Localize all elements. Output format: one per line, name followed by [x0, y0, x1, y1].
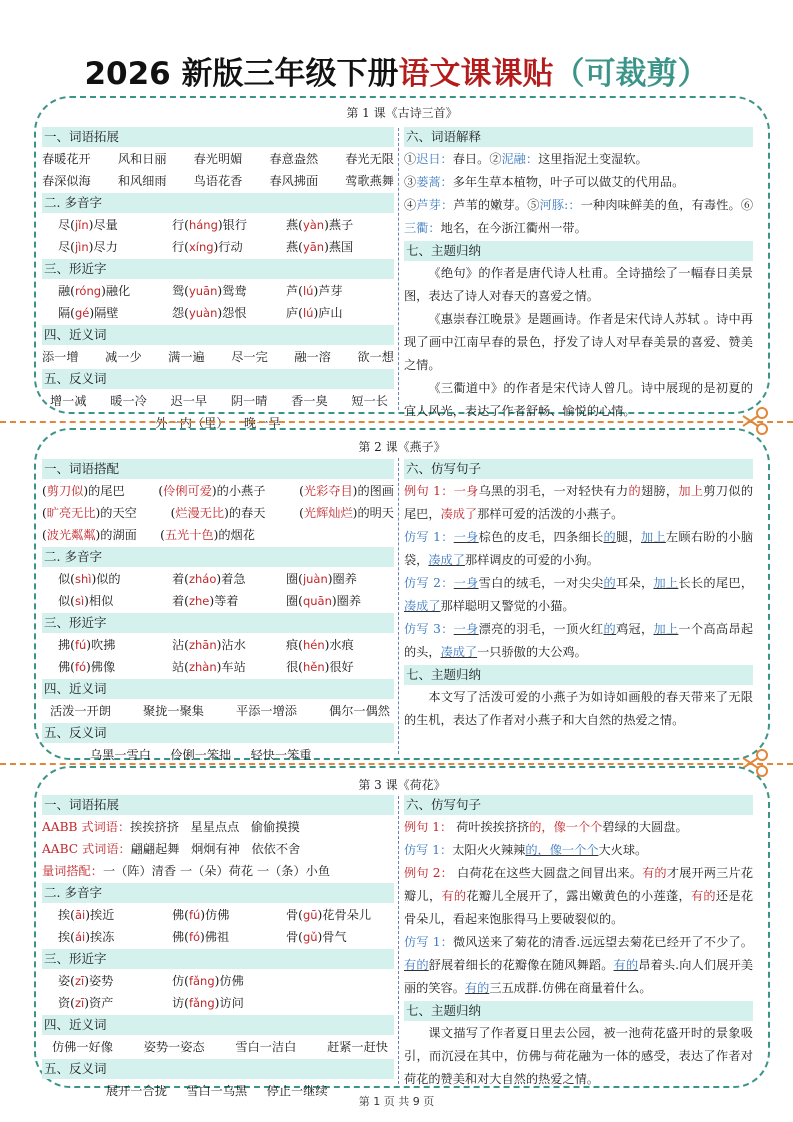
similar-char-item: 站(zhàn)车站 — [172, 660, 246, 674]
synonym-pair: 雪白一洁白 — [235, 1040, 297, 1054]
polyphone-item: 挨(āi)挨近 — [58, 908, 115, 922]
polyphone-item: 尽(jǐn)尽量 — [58, 218, 118, 232]
similar-char-item: 拂(fú)吹拂 — [58, 638, 116, 652]
polyphone-item: 燕(yàn)燕子 — [286, 218, 354, 232]
similar-char-item: 沾(zhān)沾水 — [172, 638, 246, 652]
antonym-pair: 短一长 — [351, 394, 388, 408]
similar-char-item: 融(róng)融化 — [58, 284, 131, 298]
summary-paragraph: 本文写了活泼可爱的小燕子为如诗如画般的春天带来了无限的生机，表达了作者对小燕子和大自然的热爱之情。 — [404, 690, 753, 727]
lesson1-left-column — [42, 126, 394, 434]
synonym-pair: 平添一增添 — [236, 704, 297, 718]
word-row — [42, 170, 394, 192]
word-expansion-row: AABB 式词语：挨挨挤挤 星星点点 偷偷摸摸 — [42, 820, 300, 834]
imitation-sentence: 仿写 3：一身漂亮的羽毛，一顶火红的鸡冠，加上一个高高昂起的头，凑成了一只骄傲的大公鸡。 — [404, 622, 754, 659]
example-sentence: 例句 2： 白荷花在这些大圆盘之间冒出来。有的才展开两三片花瓣儿，有的花瓣儿全展开了，露出嫩黄色的小莲蓬，有的还是花骨朵儿，看起来饱胀得马上要破裂似的。 — [404, 866, 754, 926]
polyphone-row — [42, 590, 394, 612]
cut-line — [0, 421, 793, 423]
section-header: 六、仿写句子 — [404, 459, 753, 479]
section-header: 二. 多音字 — [42, 883, 394, 903]
similar-char-item: 佛(fó)佛像 — [58, 660, 116, 674]
similar-char-item: 访(fǎng)访问 — [172, 996, 244, 1010]
polyphone-item: 圈(quān)圈养 — [286, 594, 362, 608]
synonym-pair: 仿佛一好像 — [52, 1040, 113, 1054]
synonym-pair: 赶紧一赶快 — [327, 1040, 388, 1054]
antonym-pair: 乌黑一雪白 — [90, 748, 151, 762]
antonym-pair: 伶俐一笨拙 — [170, 748, 232, 762]
polyphone-item: 行(háng)银行 — [172, 218, 248, 232]
antonym-pair: 阴一晴 — [230, 394, 268, 408]
similar-char-item: 怨(yuàn)怨恨 — [172, 306, 247, 320]
lesson2-right-column — [404, 458, 753, 732]
polyphone-item: 似(shì)似的 — [58, 572, 121, 586]
section-header: 七、主题归纳 — [404, 241, 753, 261]
collocation-row: (旷亮无比)的天空 (烂漫无比)的春天 (光辉灿烂)的明天 — [42, 506, 394, 520]
section-header: 三、形近字 — [42, 949, 394, 969]
title-subject: 语文课课贴 — [398, 56, 554, 92]
section-header: 二. 多音字 — [42, 193, 394, 213]
similar-char-item: 资(zī)资产 — [58, 996, 114, 1010]
section-header: 一、词语拓展 — [42, 795, 394, 815]
polyphone-item: 圈(juàn)圈养 — [286, 572, 357, 586]
lesson3-right-column — [404, 794, 753, 1091]
antonym-pair: 外一内（里） — [155, 416, 229, 430]
section-header: 二. 多音字 — [42, 547, 394, 567]
similar-char-item: 鸳(yuān)鸳鸯 — [172, 284, 247, 298]
antonym-pair: 雪白一乌黑 — [186, 1084, 248, 1098]
synonym-pair: 聚拢一聚集 — [143, 704, 204, 718]
synonym-pair: 偶尔一偶然 — [329, 704, 390, 718]
antonym-pair: 迟一早 — [170, 394, 208, 408]
polyphone-item: 似(sì)相似 — [58, 594, 114, 608]
section-header: 七、主题归纳 — [404, 665, 753, 685]
lesson-title: 第 1 课《古诗三首》 — [346, 106, 458, 120]
similar-char-item: 仿(fǎng)仿佛 — [172, 974, 244, 988]
imitation-sentence: 仿写 1：一身棕色的皮毛，四条细长的腿，加上左顾右盼的小脑袋，凑成了那样调皮的可爱的小狗。 — [404, 530, 754, 567]
similar-char-item: 隔(gé)隔壁 — [58, 306, 119, 320]
polyphone-item: 行(xíng)行动 — [172, 240, 243, 254]
example-sentence: 例句 1：一身乌黑的羽毛，一对轻快有力的翅膀，加上剪刀似的尾巴，凑成了那样可爱的活泼的小燕子。 — [404, 484, 754, 521]
collocation-row: (剪刀似)的尾巴 (伶俐可爱)的小燕子 (光彩夺目)的图画 — [42, 484, 394, 498]
polyphone-item: 尽(jìn)尽力 — [58, 240, 118, 254]
polyphone-row — [42, 236, 394, 258]
word: 春意盎然 — [269, 152, 319, 166]
similar-char-item: 痕(hén)水痕 — [286, 638, 354, 652]
antonym-pair: 香一臭 — [291, 394, 328, 408]
antonym-pair: 晚一早 — [244, 416, 281, 430]
word: 春暖花开 — [42, 152, 91, 166]
section-header: 七、主题归纳 — [404, 1001, 753, 1021]
imitation-sentence: 仿写 2：一身雪白的绒毛，一对尖尖的耳朵，加上长长的尾巴，凑成了那样聪明又警觉的小猫。 — [404, 576, 754, 613]
summary-paragraph: 《三衢道中》的作者是宋代诗人曾几。诗中展现的是初夏的宜人风光，表达了作者舒畅、愉悦的心情。 — [404, 381, 753, 418]
section-header: 四、近义词 — [42, 679, 394, 699]
word: 春光无限 — [345, 152, 394, 166]
word-expansion-row: 量词搭配：一（阵）清香 一（朵）荷花 一（条）小鱼 — [42, 864, 331, 878]
page-title — [0, 48, 793, 93]
synonym-pair: 姿势一姿态 — [143, 1040, 205, 1054]
antonym-pair: 停止一继续 — [266, 1084, 328, 1098]
polyphone-item: 着(zhe)等着 — [172, 594, 239, 608]
title-grade: 2026 新版三年级下册 — [84, 56, 399, 92]
section-header: 五、反义词 — [42, 1059, 394, 1079]
synonym-row — [42, 1036, 394, 1058]
word: 莺歌燕舞 — [345, 174, 394, 188]
imitation-sentence: 仿写 1：太阳火火辣辣的，像一个个大火球。 — [404, 843, 648, 857]
word: 春风拂面 — [269, 174, 319, 188]
word-expansion-row: AABC 式词语：翩翩起舞 炯炯有神 依依不舍 — [42, 842, 301, 856]
section-header: 四、近义词 — [42, 325, 394, 345]
synonym-pair: 减一少 — [105, 350, 142, 364]
synonym-pair: 活泼一开朗 — [50, 704, 111, 718]
word: 春深似海 — [42, 174, 91, 188]
lesson-card-2 — [34, 428, 770, 760]
lesson-card-1 — [34, 96, 770, 430]
similar-char-row — [42, 634, 394, 656]
antonym-pair: 展开一合拢 — [106, 1084, 167, 1098]
antonym-pair: 轻快一笨重 — [250, 748, 312, 762]
collocation-row: (波光粼粼)的湖面 (五光十色)的烟花 — [42, 528, 255, 542]
similar-char-row — [42, 302, 394, 324]
polyphone-item: 挨(ái)挨冻 — [58, 930, 115, 944]
word-row — [42, 148, 394, 170]
lesson-title: 第 3 课《荷花》 — [358, 778, 446, 792]
imitation-sentence: 仿写 1：微风送来了菊花的清香.远远望去菊花已经开了不少了。有的舒展着细长的花瓣像在随风舞蹈。有的昂着头.向人们展开美丽的笑容。有的三五成群.仿佛在商量着什么。 — [404, 935, 754, 995]
section-header: 三、形近字 — [42, 259, 394, 279]
similar-char-item: 庐(lú)庐山 — [286, 306, 343, 320]
polyphone-row — [42, 926, 394, 948]
lesson3-left-column — [42, 794, 394, 1102]
section-header: 四、近义词 — [42, 1015, 394, 1035]
polyphone-row — [42, 568, 394, 590]
column-divider — [398, 128, 399, 410]
lesson1-right-column — [404, 126, 753, 423]
similar-char-row — [42, 970, 394, 992]
section-header: 五、反义词 — [42, 723, 394, 743]
synonym-row — [42, 700, 394, 722]
section-header: 六、词语解释 — [404, 127, 753, 147]
summary-paragraph: 《惠崇春江晚景》是题画诗。作者是宋代诗人苏轼 。诗中再现了画中江南早春的景色，抒发了诗人对早春美景的喜爱、赞美之情。 — [404, 312, 753, 372]
polyphone-item: 燕(yān)燕国 — [286, 240, 354, 254]
similar-char-row — [42, 280, 394, 302]
synonym-pair: 欲一想 — [357, 350, 394, 364]
similar-char-item: 姿(zī)姿势 — [58, 974, 114, 988]
section-header: 一、词语拓展 — [42, 127, 394, 147]
title-note: （可裁剪） — [553, 56, 709, 92]
section-header: 六、仿写句子 — [404, 795, 753, 815]
polyphone-item: 骨(gǔ)骨气 — [286, 930, 347, 944]
synonym-row — [42, 346, 394, 368]
polyphone-item: 骨(gū)花骨朵儿 — [286, 908, 372, 922]
glossary: ①迟日：春日。②泥融：这里指泥土变湿软。 ③蒌蒿：多年生草本植物，叶子可以做艾的代用品。 ④芦芽：芦苇的嫩芽。⑤河豚:：一种肉味鲜美的鱼，有毒性。⑥三衢：地名，在今浙江衢州一带。 — [404, 152, 754, 235]
word: 风和日丽 — [117, 152, 167, 166]
summary-paragraph: 《绝句》的作者是唐代诗人杜甫。全诗描绘了一幅春日美景图，表达了诗人对春天的喜爱之情。 — [404, 266, 753, 303]
synonym-pair: 尽一完 — [231, 350, 268, 364]
word: 鸟语花香 — [193, 174, 243, 188]
polyphone-item: 佛(fó)佛祖 — [172, 930, 230, 944]
similar-char-row — [42, 656, 394, 678]
antonym-pair: 暖一冷 — [110, 394, 147, 408]
antonym-pair: 增一减 — [50, 394, 87, 408]
lesson-card-3 — [34, 766, 770, 1098]
word: 春光明媚 — [193, 152, 243, 166]
polyphone-item: 着(zháo)着急 — [172, 572, 246, 586]
section-header: 一、词语搭配 — [42, 459, 394, 479]
lesson2-left-column — [42, 458, 394, 766]
polyphone-item: 佛(fú)仿佛 — [172, 908, 230, 922]
similar-char-row — [42, 992, 394, 1014]
similar-char-item: 很(hěn)很好 — [286, 660, 354, 674]
polyphone-row — [42, 214, 394, 236]
antonym-row — [42, 390, 394, 412]
summary-paragraph: 课文描写了作者夏日里去公园，被一池荷花盛开时的景象吸引，而沉浸在其中，仿佛与荷花融为一体的感受，表达了作者对荷花的赞美和对大自然的热爱之情。 — [404, 1026, 753, 1086]
synonym-pair: 融一溶 — [294, 350, 331, 364]
section-header: 三、形近字 — [42, 613, 394, 633]
cut-line — [0, 763, 793, 765]
section-header: 五、反义词 — [42, 369, 394, 389]
example-sentence: 例句 1： 荷叶挨挨挤挤的，像一个个碧绿的大圆盘。 — [404, 820, 688, 834]
word: 和风细雨 — [117, 174, 167, 188]
similar-char-item: 芦(lú)芦芽 — [286, 284, 343, 298]
polyphone-row — [42, 904, 394, 926]
synonym-pair: 添一增 — [42, 350, 79, 364]
page-number: 第 1 页 共 9 页 — [358, 1095, 435, 1108]
lesson-title: 第 2 课《燕子》 — [358, 440, 446, 454]
synonym-pair: 满一遍 — [168, 350, 205, 364]
